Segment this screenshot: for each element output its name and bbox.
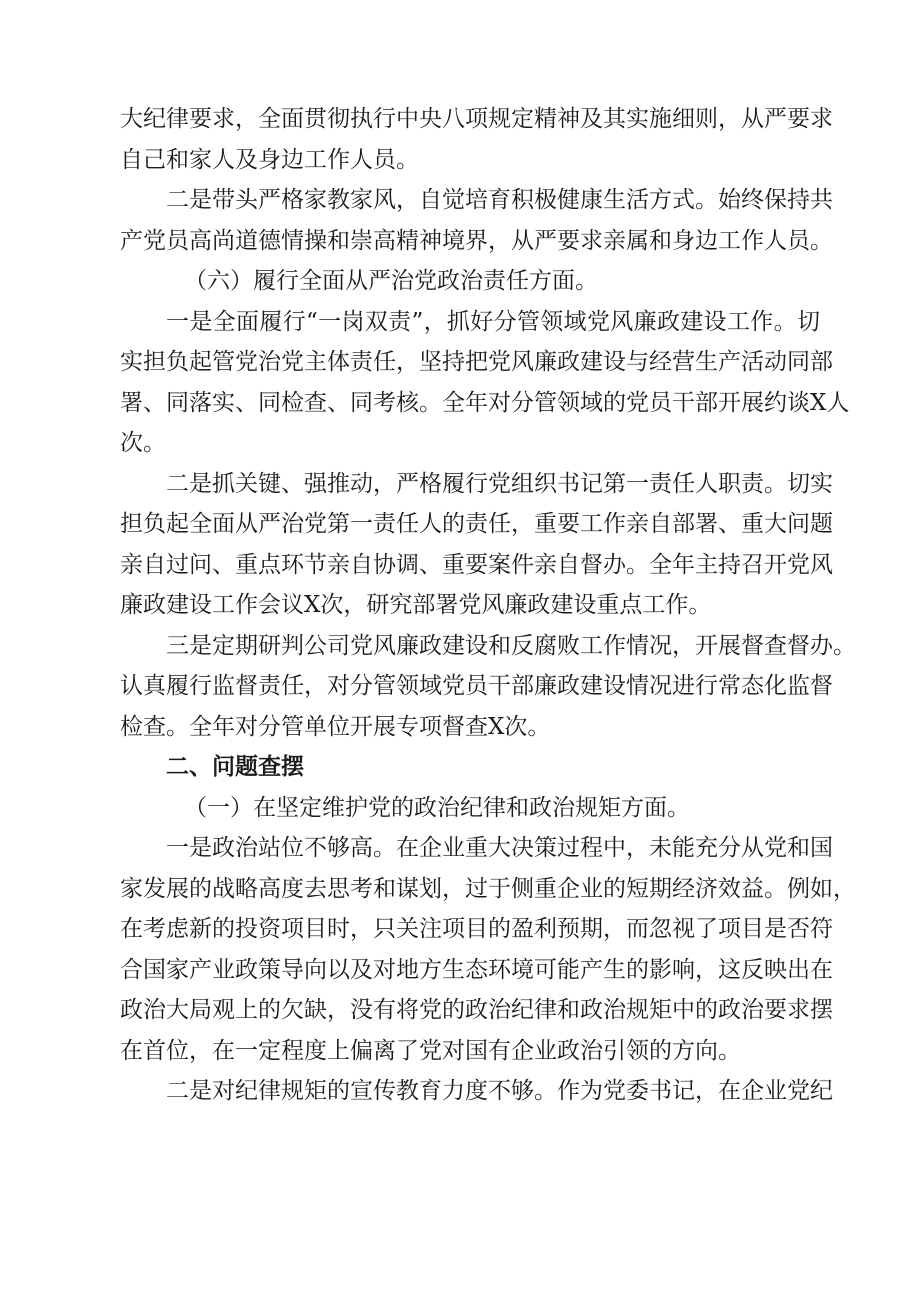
paragraph-start-line: 二是抓关键、强推动，严格履行党组织书记第一责任人职责。切实 xyxy=(166,470,833,497)
paragraph-start-line: 二是带头严格家教家风，自觉培育积极健康生活方式。始终保持共 xyxy=(166,187,833,213)
text-line: 在考虑新的投资项目时，只关注项目的盈利预期，而忽视了项目是否符 xyxy=(120,916,833,942)
paragraph-start-line: 二是对纪律规矩的宣传教育力度不够。作为党委书记，在企业党纪 xyxy=(166,1078,833,1104)
text-line: 亲自过问、重点环节亲自协调、重要案件亲自督办。全年主持召开党风 xyxy=(120,551,833,578)
text-line: 大纪律要求，全面贯彻执行中央八项规定精神及其实施细则，从严要求 xyxy=(120,106,833,132)
text-line: 实担负起管党治党主体责任，坚持把党风廉政建设与经营生产活动同部 xyxy=(120,349,833,375)
text-line: 产党员高尚道德情操和崇高精神境界，从严要求亲属和身边工作人员。 xyxy=(120,227,833,254)
text-line: 检查。全年对分管单位开展专项督查X次。 xyxy=(120,713,551,740)
text-line: 署、同落实、同检查、同考核。全年对分管领域的党员干部开展约谈X人 xyxy=(120,389,850,416)
text-line: 认真履行监督责任，对分管领域党员干部廉政建设情况进行常态化监督 xyxy=(120,673,833,699)
section-heading: 二、问题查摆 xyxy=(166,754,304,780)
text-line: 家发展的战略高度去思考和谋划，过于侧重企业的短期经济效益。例如， xyxy=(120,875,856,902)
text-line: 在首位，在一定程度上偏离了党对国有企业政治引领的方向。 xyxy=(120,1037,741,1064)
text-line: 自己和家人及身边工作人员。 xyxy=(120,146,419,173)
text-line: 廉政建设工作会议X次，研究部署党风廉政建设重点工作。 xyxy=(120,592,712,618)
paragraph-start-line: 一是政治站位不够高。在企业重大决策过程中，未能充分从党和国 xyxy=(166,835,833,861)
paragraph-start-line: 一是全面履行“一岗双责”，抓好分管领域党风廉政建设工作。切 xyxy=(166,308,820,335)
text-line: 担负起全面从严治党第一责任人的责任，重要工作亲自部署、重大问题 xyxy=(120,511,833,537)
text-line: 次。 xyxy=(120,430,166,456)
paragraph-start-line: 三是定期研判公司党风廉政建设和反腐败工作情况，开展督查督办。 xyxy=(166,632,856,659)
text-line: 政治大局观上的欠缺，没有将党的政治纪律和政治规矩中的政治要求摆 xyxy=(120,997,833,1023)
subsection-heading: （六）履行全面从严治党政治责任方面。 xyxy=(184,268,598,294)
subsection-heading: （一）在坚定维护党的政治纪律和政治规矩方面。 xyxy=(184,794,690,821)
document-body xyxy=(120,99,856,1112)
text-line: 合国家产业政策导向以及对地方生态环境可能产生的影响，这反映出在 xyxy=(120,956,833,983)
